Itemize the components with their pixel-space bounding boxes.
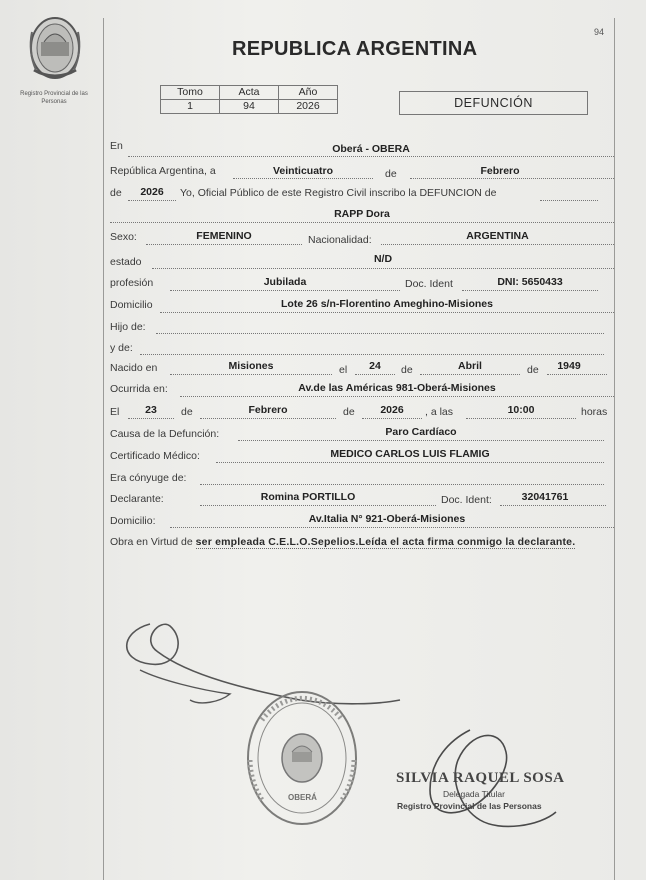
label-de: de [110, 187, 122, 199]
value-certificado: MEDICO CARLOS LUIS FLAMIG [330, 448, 490, 460]
value-nacionalidad: ARGENTINA [466, 230, 529, 242]
value-acta: 94 [220, 100, 279, 114]
declarant-signature-stroke [140, 670, 230, 703]
label-nacido-en: Nacido en [110, 362, 158, 374]
value-anio: 2026 [140, 186, 164, 198]
label-conyuge: Era cónyuge de: [110, 472, 187, 484]
svg-text:OBERÁ: OBERÁ [288, 793, 317, 802]
value-hora: 10:00 [507, 404, 535, 416]
signatory-role: Delegada Titular [443, 789, 505, 799]
value-ocurrida-en: Av.de las Américas 981-Oberá-Misiones [298, 382, 496, 394]
label-hijo-de: Hijo de: [110, 321, 146, 333]
header-tomo: Tomo [161, 86, 220, 100]
label-nacionalidad: Nacionalidad: [308, 234, 372, 246]
label-doc-ident-2: Doc. Ident: [441, 494, 492, 506]
label-de: de [527, 364, 539, 376]
value-nac-anio: 1949 [557, 360, 581, 372]
value-def-mes: Febrero [248, 404, 288, 416]
value-mes: Febrero [480, 165, 520, 177]
label-de: de [385, 168, 397, 180]
page-number: 94 [594, 27, 605, 37]
label-en: En [110, 140, 123, 152]
label-el-cap: El [110, 406, 120, 418]
value-declarante-doc: 32041761 [521, 491, 569, 503]
label-ocurrida-en: Ocurrida en: [110, 383, 168, 395]
label-profesion: profesión [110, 277, 154, 289]
value-lugar: Oberá - OBERA [332, 143, 410, 155]
document-title: REPUBLICA ARGENTINA [232, 38, 478, 60]
label-a-las: , a las [425, 406, 454, 418]
value-dia-letras: Veinticuatro [272, 165, 334, 177]
label-de: de [343, 406, 355, 418]
label-el: el [339, 364, 348, 376]
label-y-de: y de: [110, 342, 133, 354]
label-de: de [181, 406, 193, 418]
header-acta: Acta [220, 86, 279, 100]
label-estado: estado [110, 256, 142, 268]
value-nac-dia: 24 [369, 360, 381, 372]
logo-caption: Registro Provincial de las Personas [20, 91, 88, 105]
label-domicilio-2: Domicilio: [110, 515, 156, 527]
value-sexo: FEMENINO [196, 230, 252, 242]
label-yo-oficial: Yo, Oficial Público de este Registro Civil inscribo la DEFUNCION de [180, 187, 497, 199]
label-domicilio: Domicilio [110, 299, 153, 311]
header-anio: Año [279, 86, 338, 100]
value-def-dia: 23 [145, 404, 157, 416]
label-doc-ident: Doc. Ident [405, 278, 453, 290]
label-declarante: Declarante: [110, 493, 164, 505]
label-republica: República Argentina, a [110, 165, 216, 177]
label-sexo: Sexo: [110, 231, 137, 243]
value-nacido-en: Misiones [228, 360, 274, 372]
signatory-office: Registro Provincial de las Personas [397, 801, 542, 811]
value-def-anio: 2026 [380, 404, 404, 416]
label-de: de [401, 364, 413, 376]
value-dni: DNI: 5650433 [497, 276, 563, 288]
value-obra-texto: ser empleada C.E.L.O.Sepelios.Leída el acta firma conmigo la declarante. [195, 536, 576, 548]
label-horas: horas [581, 406, 608, 418]
value-profesion: Jubilada [263, 276, 307, 288]
value-domicilio: Lote 26 s/n-Florentino Ameghino-Misiones [281, 298, 493, 310]
act-type-box: DEFUNCIÓN [399, 91, 588, 115]
label-causa: Causa de la Defunción: [110, 428, 220, 440]
label-obra: Obra en Virtud de [110, 536, 193, 548]
value-causa: Paro Cardíaco [385, 426, 457, 438]
value-declarante: Romina PORTILLO [260, 491, 356, 503]
value-estado: N/D [373, 253, 393, 265]
label-certificado: Certificado Médico: [110, 450, 200, 462]
official-seal [248, 692, 356, 824]
declarant-signature [127, 624, 400, 704]
value-nombre: RAPP Dora [334, 208, 390, 220]
value-tomo: 1 [161, 100, 220, 114]
value-declarante-domicilio: Av.Italia N° 921-Oberá-Misiones [308, 513, 466, 525]
signatory-name: SILVIA RAQUEL SOSA [396, 770, 565, 786]
value-nac-mes: Abril [458, 360, 482, 372]
value-anio: 2026 [279, 100, 338, 114]
